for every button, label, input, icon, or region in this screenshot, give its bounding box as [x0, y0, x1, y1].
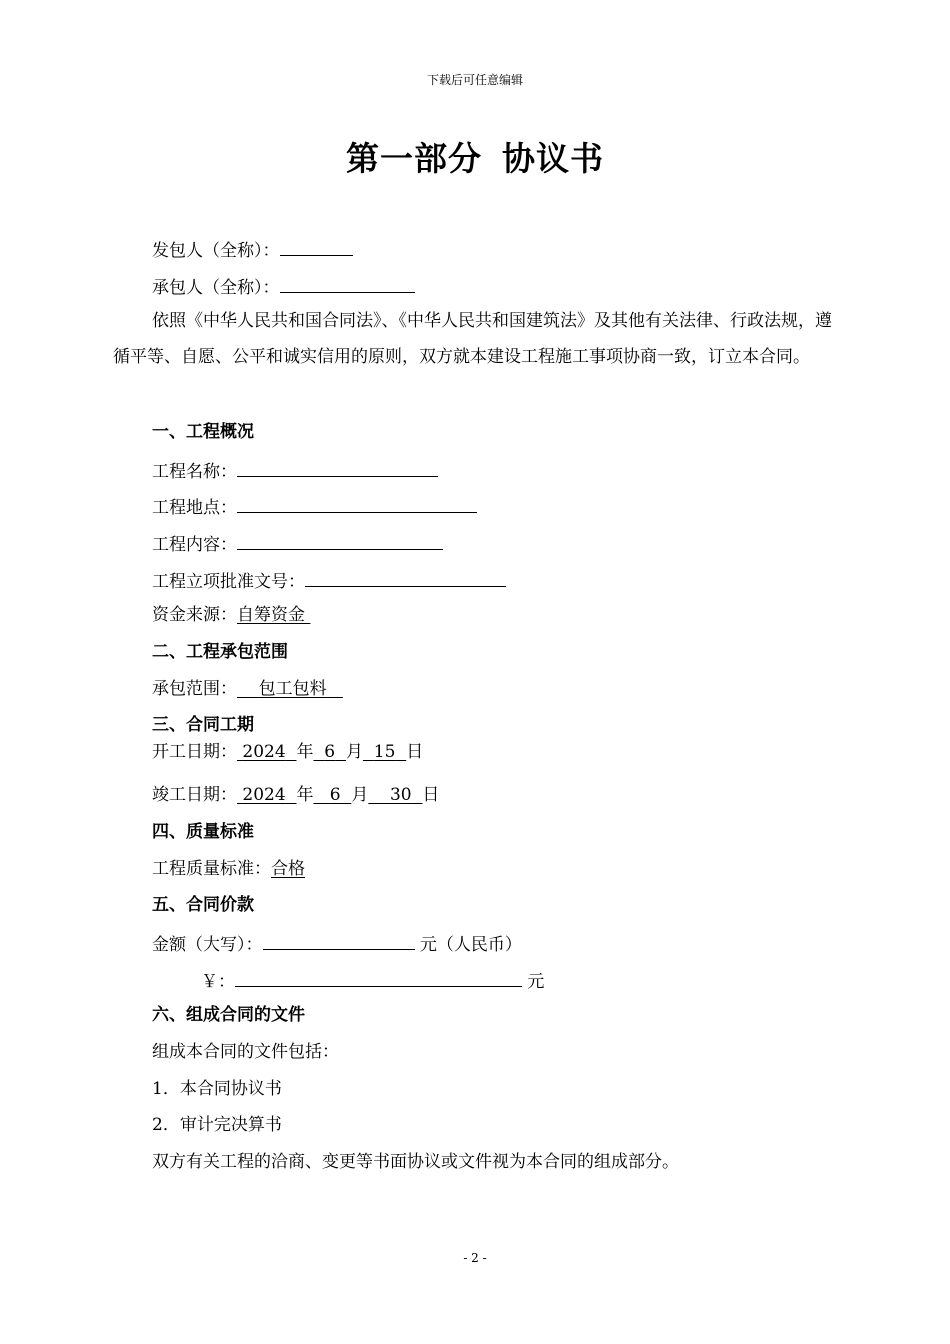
quality-label: 工程质量标准：: [152, 859, 271, 879]
intro-paragraph: [113, 303, 843, 375]
amount-yen-line: [201, 968, 544, 993]
amount-words-blank[interactable]: [263, 931, 415, 950]
fund-source-line: [152, 604, 310, 626]
employer-label: 发包人（全称）：: [152, 241, 280, 261]
header-note: 下载后可任意编辑: [426, 73, 523, 87]
section-3-heading: 三、合同工期: [152, 715, 254, 735]
amount-words-unit: 元（人民币）: [419, 935, 522, 955]
project-name-line: [152, 458, 438, 483]
amount-yen-unit: 元: [527, 972, 545, 992]
scope-line: [152, 678, 343, 700]
amount-yen-label: ￥：: [201, 972, 235, 992]
project-location-label: 工程地点：: [152, 498, 237, 518]
project-content-line: [152, 531, 443, 556]
start-year: 2024: [242, 742, 286, 762]
page-number: - 2 -: [463, 1251, 487, 1265]
end-year: 2024: [242, 785, 286, 805]
documents-intro: 组成本合同的文件包括：: [152, 1042, 339, 1062]
contractor-blank[interactable]: [280, 274, 415, 293]
end-year-unit: 年: [296, 785, 314, 805]
intro-text: 依照《中华人民共和国合同法》、《中华人民共和国建筑法》及其他有关法律、行政法规，遵循平等、自愿、公平和诚实信用的原则，双方就本建设工程施工事项协商一致，订立本合同。: [113, 311, 832, 367]
end-date-line: [152, 784, 439, 806]
section-1-heading: 一、工程概况: [152, 422, 254, 442]
project-name-label: 工程名称：: [152, 462, 237, 482]
quality-line: [152, 858, 305, 880]
start-date-line: [152, 741, 423, 763]
end-month: 6: [329, 785, 341, 805]
project-content-blank[interactable]: [237, 531, 443, 550]
amount-yen-blank[interactable]: [235, 968, 522, 987]
title-part1: 第一部分: [346, 139, 482, 178]
start-month: 6: [324, 742, 336, 762]
approval-number-label: 工程立项批准文号：: [152, 572, 305, 592]
approval-number-line: [152, 568, 506, 593]
fund-source-label: 资金来源：: [152, 605, 237, 625]
section-5-heading: 五、合同价款: [152, 895, 254, 915]
project-content-label: 工程内容：: [152, 535, 237, 555]
end-date-label: 竣工日期：: [152, 785, 237, 805]
project-location-line: [152, 494, 477, 519]
section-4-heading: 四、质量标准: [152, 822, 254, 842]
amount-words-label: 金额（大写）：: [152, 935, 263, 955]
end-day: 30: [389, 785, 412, 805]
fund-source-value: 自筹资金: [237, 605, 305, 625]
documents-closing: 双方有关工程的洽商、变更等书面协议或文件视为本合同的组成部分。: [152, 1152, 679, 1172]
scope-label: 承包范围：: [152, 679, 237, 699]
contractor-line: [152, 274, 415, 299]
scope-value: 包工包料: [258, 679, 327, 699]
quality-value: 合格: [271, 859, 305, 879]
end-month-unit: 月: [351, 785, 369, 805]
documents-item-1: 1．本合同协议书: [152, 1079, 282, 1099]
section-6-heading: 六、组成合同的文件: [152, 1005, 305, 1025]
end-day-unit: 日: [422, 785, 440, 805]
page-title: [0, 133, 950, 180]
contractor-label: 承包人（全称）：: [152, 278, 280, 298]
start-month-unit: 月: [345, 742, 363, 762]
documents-item-2: 2．审计完决算书: [152, 1115, 282, 1135]
start-year-unit: 年: [296, 742, 314, 762]
approval-number-blank[interactable]: [305, 568, 506, 587]
start-day-unit: 日: [406, 742, 424, 762]
project-name-blank[interactable]: [237, 458, 438, 477]
amount-words-line: [152, 931, 522, 956]
start-date-label: 开工日期：: [152, 742, 237, 762]
employer-line: [152, 237, 353, 262]
project-location-blank[interactable]: [237, 494, 477, 513]
section-2-heading: 二、工程承包范围: [152, 642, 288, 662]
start-day: 15: [373, 742, 396, 762]
title-part2: 协议书: [502, 139, 604, 178]
employer-blank[interactable]: [280, 237, 353, 256]
